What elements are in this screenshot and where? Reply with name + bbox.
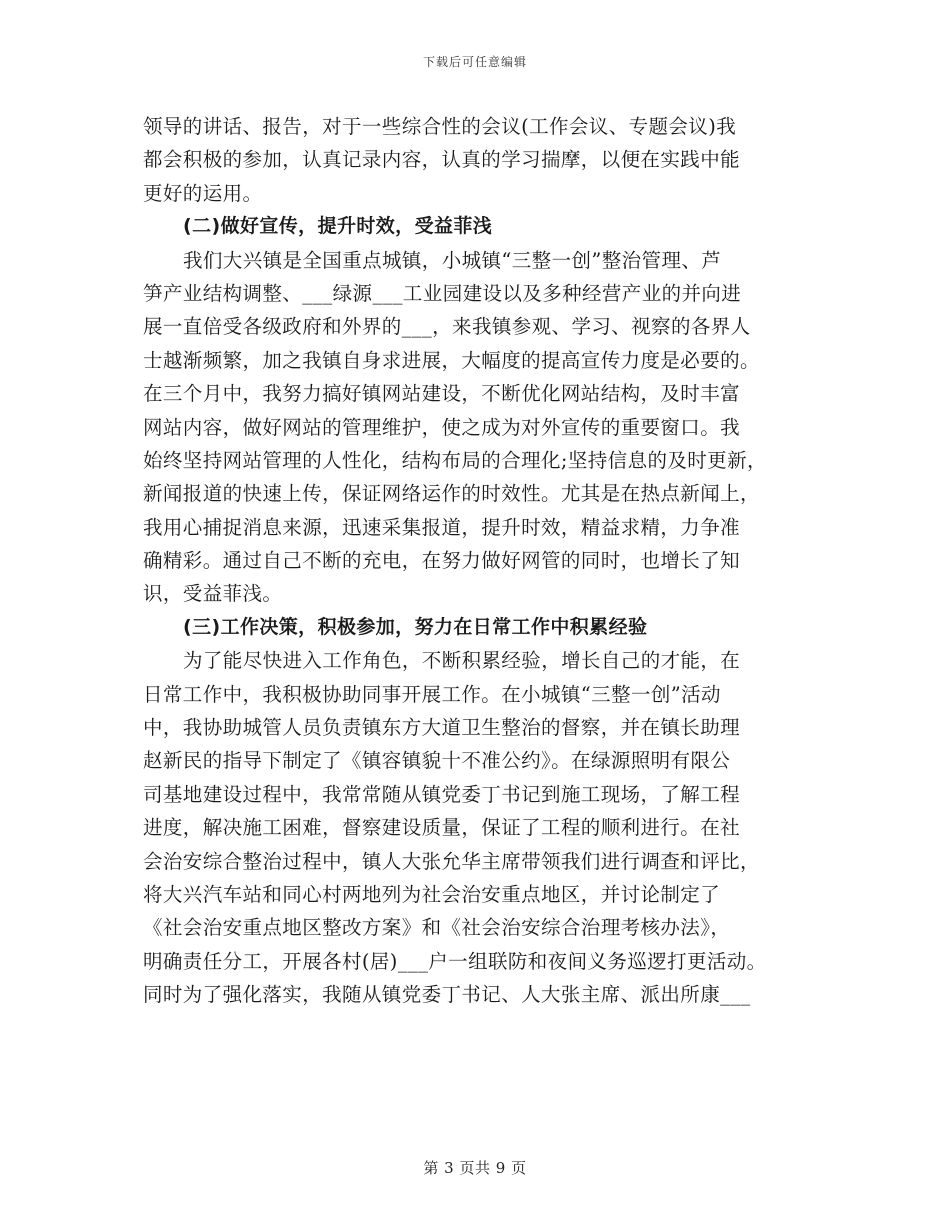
paragraph-line: 进度，解决施工困难，督察建设质量，保证了工程的顺利进行。在社 <box>143 816 741 840</box>
paragraph-line: 网站内容，做好网站的管理维护，使之成为对外宣传的重要窗口。我 <box>143 415 741 439</box>
paragraph-line: 明确责任分工，开展各村(居)___户一组联防和夜间义务巡逻打更活动。 <box>143 949 767 973</box>
paragraph-line: 我用心捕捉消息来源，迅速采集报道，提升时效，精益求精，力争准 <box>143 515 741 539</box>
paragraph-line: 会治安综合整治过程中，镇人大张允华主席带领我们进行调查和评比， <box>143 849 760 873</box>
paragraph-line: 日常工作中，我积极协助同事开展工作。在小城镇“三整一创”活动 <box>143 682 721 706</box>
section-heading-2: (二)做好宣传，提升时效，受益菲浅 <box>183 215 493 238</box>
paragraph-line: 都会积极的参加，认真记录内容，认真的学习揣摩，以便在实践中能 <box>143 148 741 172</box>
paragraph-line: 司基地建设过程中，我常常随从镇党委丁书记到施工现场，了解工程 <box>143 782 741 806</box>
paragraph-line: 展一直倍受各级政府和外界的___，来我镇参观、学习、视察的各界人 <box>143 315 751 339</box>
paragraph-line: 中，我协助城管人员负责镇东方大道卫生整治的督察，并在镇长助理 <box>143 716 741 740</box>
paragraph-line: 新闻报道的快速上传，保证网络运作的时效性。尤其是在热点新闻上， <box>143 482 760 506</box>
paragraph-line: 始终坚持网站管理的人性化，结构布局的合理化;坚持信息的及时更新， <box>143 448 767 472</box>
paragraph-line: 将大兴汽车站和同心村两地列为社会治安重点地区，并讨论制定了 <box>143 882 721 906</box>
section-heading-3: (三)工作决策，积极参加，努力在日常工作中积累经验 <box>183 615 648 638</box>
paragraph-line: 识，受益菲浅。 <box>143 582 283 606</box>
paragraph-line: 更好的运用。 <box>143 181 263 205</box>
header-note: 下载后可任意编辑 <box>422 55 527 69</box>
paragraph-line: 士越渐频繁，加之我镇自身求进展，大幅度的提高宣传力度是必要的。 <box>143 348 760 372</box>
paragraph-line: 确精彩。通过自己不断的充电，在努力做好网管的同时，也增长了知 <box>143 549 741 573</box>
paragraph-line: 领导的讲话、报告，对于一些综合性的会议(工作会议、专题会议)我 <box>143 115 737 138</box>
paragraph-line: 《社会治安重点地区整改方案》和《社会治安综合治理考核办法》， <box>143 916 731 940</box>
paragraph-line: 为了能尽快进入工作角色，不断积累经验，增长自己的才能，在 <box>183 649 741 673</box>
page-number: 第 3 页共 9 页 <box>423 1159 527 1177</box>
paragraph-line: 我们大兴镇是全国重点城镇，小城镇“三整一创”整治管理、芦 <box>183 248 722 272</box>
paragraph-line: 在三个月中，我努力搞好镇网站建设，不断优化网站结构，及时丰富 <box>143 382 741 406</box>
paragraph-line: 同时为了强化落实，我随从镇党委丁书记、人大张主席、派出所康___ <box>143 983 751 1007</box>
paragraph-line: 笋产业结构调整、___绿源___工业园建设以及多种经营产业的并向进 <box>143 281 742 305</box>
paragraph-line: 赵新民的指导下制定了《镇容镇貌十不准公约》。在绿源照明有限公 <box>143 749 731 773</box>
document-body <box>143 110 823 1012</box>
